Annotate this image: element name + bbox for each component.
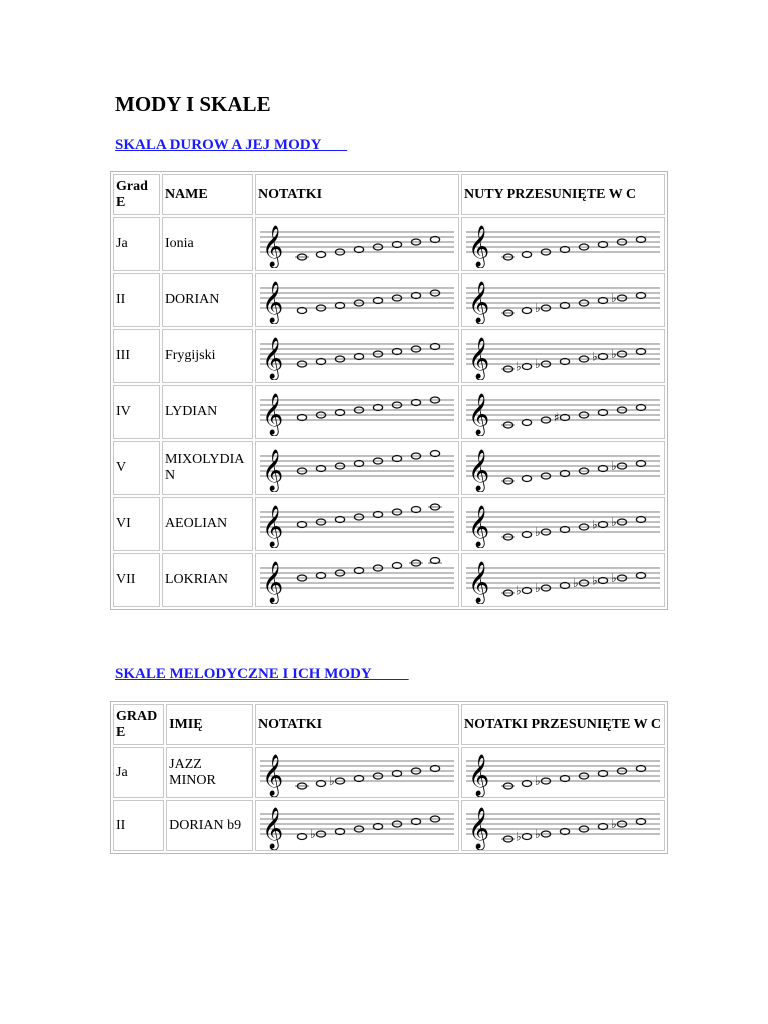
whole-note [392,770,401,776]
flat-icon: ♭ [535,301,541,315]
whole-note [560,828,569,834]
music-staff [258,276,456,324]
music-staff [258,749,456,797]
grade-cell: VII [113,553,160,607]
treble-clef-icon: 𝄞 [468,226,490,267]
staff-notes [255,385,459,439]
grade-cell: III [113,329,160,383]
whole-note [636,573,645,579]
staff-shifted [461,747,665,798]
flat-icon: ♭ [611,571,617,585]
flat-icon: ♭ [611,347,617,361]
music-staff [258,556,456,604]
flat-icon: ♭ [592,573,598,588]
staff-notes [255,800,459,851]
whole-note [354,568,363,574]
name-cell: Ionia [162,217,253,271]
treble-clef-icon: 𝄞 [468,282,490,323]
table-row [113,497,665,551]
table-row [113,217,665,271]
treble-clef-icon: 𝄞 [262,562,284,603]
staff-notes [255,273,459,327]
staff-notes [255,497,459,551]
whole-note [598,522,607,528]
flat-icon: ♭ [329,773,335,788]
section-link-melodic-modes[interactable]: SKALE MELODYCZNE I ICH MODY [115,666,409,682]
name-cell: LYDIAN [162,385,253,439]
treble-clef-icon: 𝄞 [262,282,284,323]
flat-icon: ♭ [535,525,541,539]
treble-clef-icon: 𝄞 [262,226,284,267]
music-staff [464,444,662,492]
whole-note [430,558,439,564]
staff-shifted [461,800,665,851]
whole-note [316,780,325,786]
header-shifted: NUTY PRZESUNIĘTE W C [461,174,665,215]
music-staff [258,220,456,268]
name-cell: JAZZ MINOR [166,747,253,798]
header-shifted: NOTATKI PRZESUNIĘTE W C [461,704,665,745]
name-cell: Frygijski [162,329,253,383]
flat-icon: ♭ [611,291,617,305]
music-staff [258,444,456,492]
flat-icon: ♭ [516,583,522,598]
flat-icon: ♭ [592,517,598,532]
table-row [113,273,665,327]
staff-shifted [461,441,665,495]
whole-note [636,517,645,523]
music-staff [258,388,456,436]
flat-icon: ♭ [573,576,579,590]
whole-note [560,527,569,533]
grade-cell: II [113,800,164,851]
whole-note [522,780,531,786]
music-staff [258,802,456,850]
staff-notes [255,217,459,271]
whole-note [392,563,401,569]
treble-clef-icon: 𝄞 [262,450,284,491]
sharp-icon: ♯ [554,410,560,425]
staff-shifted [461,497,665,551]
flat-icon: ♭ [535,773,541,788]
staff-notes [255,747,459,798]
treble-clef-icon: 𝄞 [262,394,284,435]
whole-note [297,522,306,528]
treble-clef-icon: 𝄞 [468,506,490,547]
staff-shifted [461,217,665,271]
treble-clef-icon: 𝄞 [262,807,284,849]
table-row [113,329,665,383]
whole-note [373,512,382,518]
header-grade: GRAD E [113,704,164,745]
flat-icon: ♭ [611,459,617,473]
whole-note [560,775,569,781]
music-staff [464,556,662,604]
page-title: MODY I SKALE [115,92,271,116]
whole-note [335,517,344,523]
table-row [113,441,665,495]
name-cell: DORIAN b9 [166,800,253,851]
table-row [113,553,665,607]
header-name: NAME [162,174,253,215]
whole-note [430,765,439,771]
major-modes-table [110,171,668,610]
header-notes: NOTATKI [255,174,459,215]
table-header-row [113,174,665,215]
flat-icon: ♭ [611,816,617,831]
grade-cell: V [113,441,160,495]
treble-clef-icon: 𝄞 [468,807,490,849]
whole-note [598,823,607,829]
treble-clef-icon: 𝄞 [468,394,490,435]
melodic-modes-table [110,701,668,854]
grade-cell: Ja [113,217,160,271]
music-staff [464,802,662,850]
whole-note [335,828,344,834]
flat-icon: ♭ [611,515,617,529]
whole-note [598,770,607,776]
header-name: IMIĘ [166,704,253,745]
section-link-major-modes[interactable]: SKALA DUROW A JEJ MODY [115,137,348,153]
grade-cell: Ja [113,747,164,798]
header-notes: NOTATKI [255,704,459,745]
treble-clef-icon: 𝄞 [468,338,490,379]
music-staff [258,500,456,548]
flat-icon: ♭ [535,581,541,595]
grade-cell: VI [113,497,160,551]
music-staff [464,500,662,548]
staff-shifted [461,553,665,607]
name-cell: MIXOLYDIA N [162,441,253,495]
staff-shifted [461,273,665,327]
flat-icon: ♭ [516,359,522,374]
name-cell: LOKRIAN [162,553,253,607]
whole-note [316,573,325,579]
flat-icon: ♭ [535,826,541,841]
staff-shifted [461,329,665,383]
staff-notes [255,553,459,607]
music-staff [464,276,662,324]
treble-clef-icon: 𝄞 [262,338,284,379]
staff-shifted [461,385,665,439]
name-cell: DORIAN [162,273,253,327]
staff-notes [255,441,459,495]
treble-clef-icon: 𝄞 [262,754,284,796]
staff-notes [255,329,459,383]
table-header-row [113,704,665,745]
whole-note [636,818,645,824]
table-row [113,800,665,851]
whole-note [636,765,645,771]
whole-note [522,588,531,594]
grade-cell: IV [113,385,160,439]
music-staff [464,388,662,436]
music-staff [464,749,662,797]
whole-note [522,833,531,839]
treble-clef-icon: 𝄞 [468,562,490,603]
whole-note [598,578,607,584]
header-grade: Grad E [113,174,160,215]
treble-clef-icon: 𝄞 [468,754,490,796]
flat-icon: ♭ [592,349,598,364]
flat-icon: ♭ [310,826,316,841]
flat-icon: ♭ [516,829,522,843]
whole-note [373,823,382,829]
table-row [113,747,665,798]
music-staff [258,332,456,380]
flat-icon: ♭ [535,357,541,371]
music-staff [464,332,662,380]
whole-note [354,775,363,781]
whole-note [522,532,531,538]
treble-clef-icon: 𝄞 [468,450,490,491]
name-cell: AEOLIAN [162,497,253,551]
table-row [113,385,665,439]
whole-note [411,818,420,824]
treble-clef-icon: 𝄞 [262,506,284,547]
whole-note [297,833,306,839]
grade-cell: II [113,273,160,327]
whole-note [560,583,569,589]
music-staff [464,220,662,268]
